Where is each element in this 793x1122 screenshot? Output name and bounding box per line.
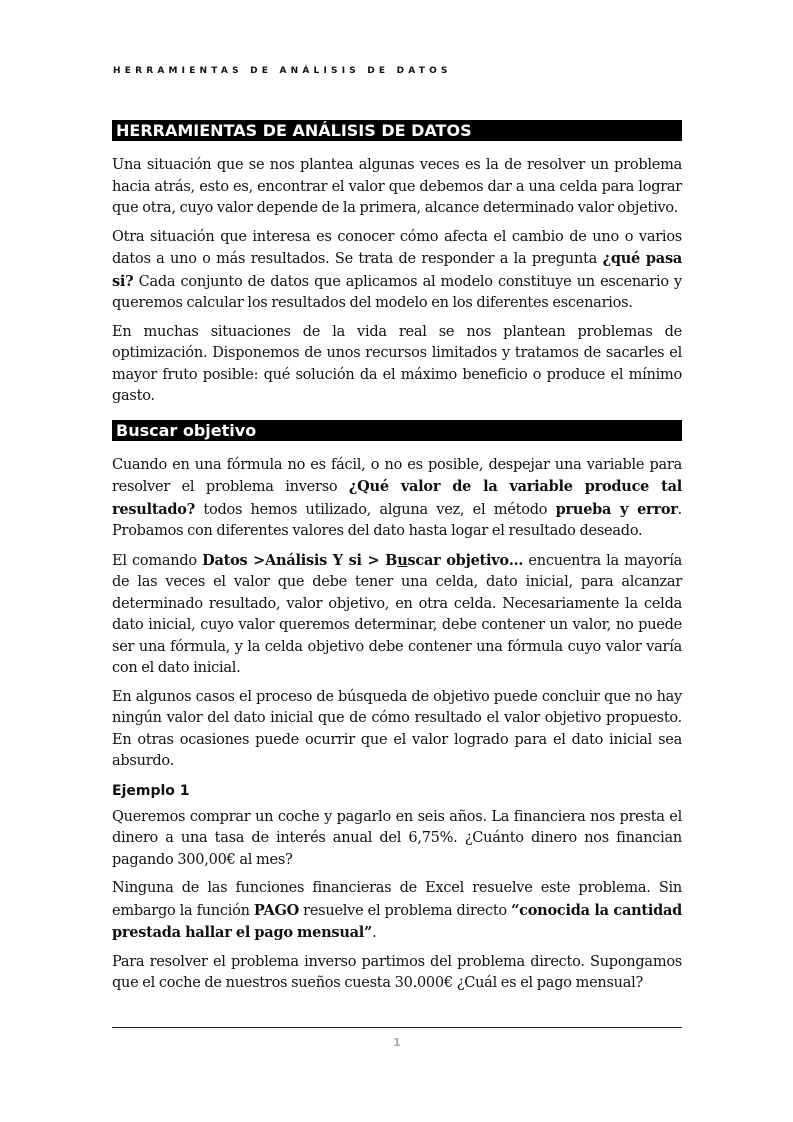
paragraph: Otra situación que interesa es conocer cómo afecta el cambio de uno o varios datos a uno o más resultados. Se trata de responder a la pregunta ¿qué pasa si? Cada conjunto de datos que aplicamos al modelo constituye un escenario y queremos calcular los resultados del modelo en los diferentes escenarios. [112, 228, 682, 311]
paragraph: Ninguna de las funciones financieras de Excel resuelve este problema. Sin embargo la función PAGO resuelve el problema directo “conocida la cantidad prestada hallar el pago mensual”. [112, 880, 683, 941]
footer-divider [112, 1027, 682, 1028]
paragraph: Para resolver el problema inverso partimos del problema directo. Supongamos que el coche de nuestros sueños cuesta 30.000€ ¿Cuál es el pago mensual? [112, 953, 682, 991]
paragraph: En algunos casos el proceso de búsqueda de objetivo puede concluir que no hay ningún valor del dato inicial que de cómo resultado el valor objetivo propuesto. En otras ocasiones puede ocurrir que el valor logrado para el dato inicial sea absurdo. [112, 688, 682, 769]
paragraph: El comando Datos >Análisis Y si > Buscar objetivo… encuentra la mayoría de las veces el valor que debe tener una celda, dato inicial, para alcanzar determinado resultado, valor objetivo, en otra celda. Necesariamente la celda dato inicial, cuyo valor queremos determinar, debe contener un valor, no puede ser una fórmula, y la celda objetivo debe contener una fórmula cuyo valor varía con el dato inicial. [112, 551, 683, 676]
running-header: HERRAMIENTAS DE ANÁLISIS DE DATOS [113, 66, 452, 76]
example-heading: Ejemplo 1 [112, 782, 190, 799]
bold-question: ¿qué pasa si? [112, 250, 682, 290]
command-path: Datos >Análisis Y si > Buscar objetivo… [202, 551, 524, 569]
paragraph: En muchas situaciones de la vida real se nos plantean problemas de optimización. Disponemos de unos recursos limitados y tratamos de sacarles el mayor fruto posible: qué solución da el máximo beneficio o produce el mínimo gasto. [112, 323, 682, 404]
paragraph: Queremos comprar un coche y pagarlo en seis años. La financiera nos presta el dinero a una tasa de interés anual del 6,75%. ¿Cuánto dinero nos financian pagando 300,00€ al mes? [112, 808, 682, 868]
page-content [112, 120, 682, 1002]
page-number: 1 [393, 1036, 401, 1049]
section-heading-buscar-objetivo: Buscar objetivo [112, 420, 682, 441]
section-heading-herramientas: HERRAMIENTAS DE ANÁLISIS DE DATOS [112, 120, 682, 141]
paragraph: Una situación que se nos plantea algunas veces es la de resolver un problema hacia atrás, esto es, encontrar el valor que debemos dar a una celda para lograr que otra, cuyo valor depende de la primera, alcance determinado valor objetivo. [112, 157, 682, 216]
paragraph: Cuando en una fórmula no es fácil, o no es posible, despejar una variable para resolver el problema inverso ¿Qué valor de la variable produce tal resultado? todos hemos utilizado, alguna vez, el método prueba y error. Probamos con diferentes valores del dato hasta logar el resultado deseado. [112, 456, 683, 539]
